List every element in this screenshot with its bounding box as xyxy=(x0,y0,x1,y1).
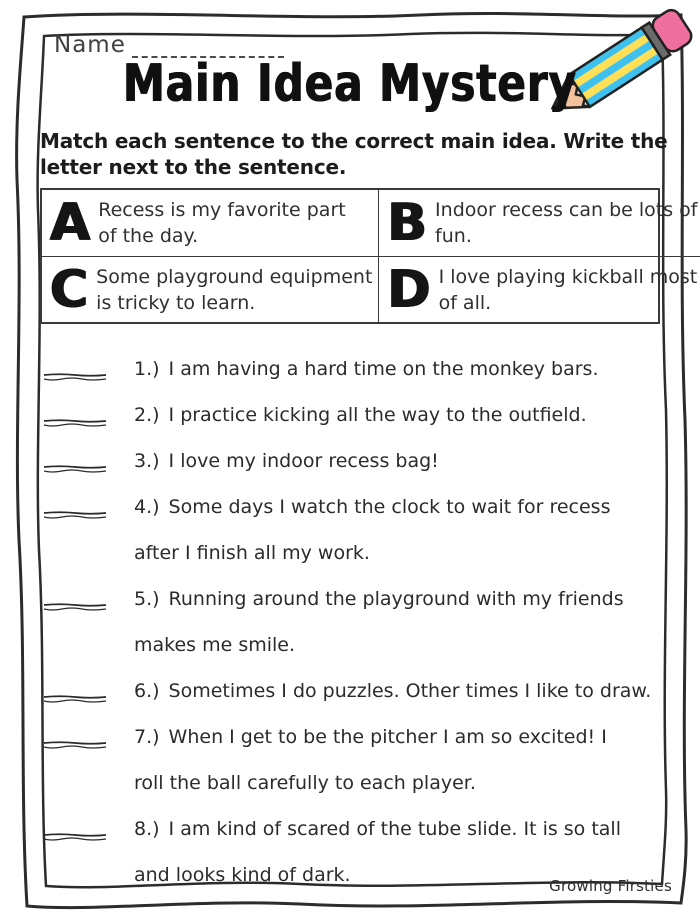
name-label: Name xyxy=(54,32,126,58)
main-idea-text: of the day. xyxy=(98,225,199,247)
sentence-number: 7.) xyxy=(134,726,160,748)
main-idea-cell-c xyxy=(42,256,379,322)
answer-blank[interactable] xyxy=(42,370,108,382)
sentence-number: 4.) xyxy=(134,496,160,518)
answer-blank[interactable] xyxy=(42,830,108,842)
sentence-list xyxy=(40,346,660,898)
answer-blank[interactable] xyxy=(42,508,108,520)
answer-blank[interactable] xyxy=(42,738,108,750)
sentence-text-cont: makes me smile. xyxy=(134,634,296,656)
sentence-item-3 xyxy=(40,438,660,484)
credit-text: Growing Firsties xyxy=(549,877,672,895)
sentence-text: I practice kicking all the way to the outfield. xyxy=(168,404,587,426)
main-idea-letter: D xyxy=(387,259,431,320)
instructions-line: Match each sentence to the correct main idea. Write the xyxy=(40,129,668,153)
sentence-text: I am having a hard time on the monkey bars. xyxy=(168,358,599,380)
sentence-number: 1.) xyxy=(134,358,160,380)
sentence-text: When I get to be the pitcher I am so excited! I xyxy=(168,726,607,748)
sentence-item-1 xyxy=(40,346,660,392)
main-idea-cell-a xyxy=(42,190,379,256)
main-idea-letter: C xyxy=(50,259,89,320)
sentence-number: 5.) xyxy=(134,588,160,610)
sentence-item-2 xyxy=(40,392,660,438)
main-idea-table xyxy=(40,188,698,324)
answer-blank[interactable] xyxy=(42,600,108,612)
answer-blank[interactable] xyxy=(42,692,108,704)
page-title: Main Idea Mystery xyxy=(122,53,578,113)
title-row xyxy=(40,53,660,120)
sentence-number: 8.) xyxy=(134,818,160,840)
main-idea-letter: B xyxy=(387,193,428,253)
sentence-number: 6.) xyxy=(134,680,160,702)
answer-blank[interactable] xyxy=(42,416,108,428)
sentence-text-cont: after I finish all my work. xyxy=(134,542,370,564)
sentence-item-6 xyxy=(40,668,660,714)
sentence-text-cont: and looks kind of dark. xyxy=(134,864,351,886)
sentence-text: Running around the playground with my friends xyxy=(168,588,624,610)
sentence-number: 2.) xyxy=(134,404,160,426)
main-idea-text: Some playground equipment xyxy=(96,265,373,288)
sentence-item-7 xyxy=(40,714,660,806)
main-idea-text: is tricky to learn. xyxy=(96,291,256,314)
main-idea-text: fun. xyxy=(435,225,472,247)
sentence-text: Some days I watch the clock to wait for recess xyxy=(168,496,611,518)
main-idea-text: I love playing kickball most xyxy=(438,265,698,288)
instructions-line: letter next to the sentence. xyxy=(40,155,347,179)
sentence-text-cont: roll the ball carefully to each player. xyxy=(134,772,476,794)
answer-blank[interactable] xyxy=(42,462,108,474)
sentence-text: Sometimes I do puzzles. Other times I like to draw. xyxy=(168,680,652,702)
sentence-text: I love my indoor recess bag! xyxy=(168,450,439,472)
main-idea-text: Recess is my favorite part xyxy=(98,199,346,221)
main-idea-cell-b xyxy=(379,190,700,256)
main-idea-letter: A xyxy=(50,193,91,253)
sentence-number: 3.) xyxy=(134,450,160,472)
instructions xyxy=(40,128,668,180)
sentence-item-4 xyxy=(40,484,660,576)
main-idea-cell-d xyxy=(379,256,700,322)
sentence-text: I am kind of scared of the tube slide. It is so tall xyxy=(168,818,621,840)
main-idea-text: of all. xyxy=(438,291,492,314)
main-idea-text: Indoor recess can be lots of xyxy=(435,199,698,221)
sentence-item-5 xyxy=(40,576,660,668)
